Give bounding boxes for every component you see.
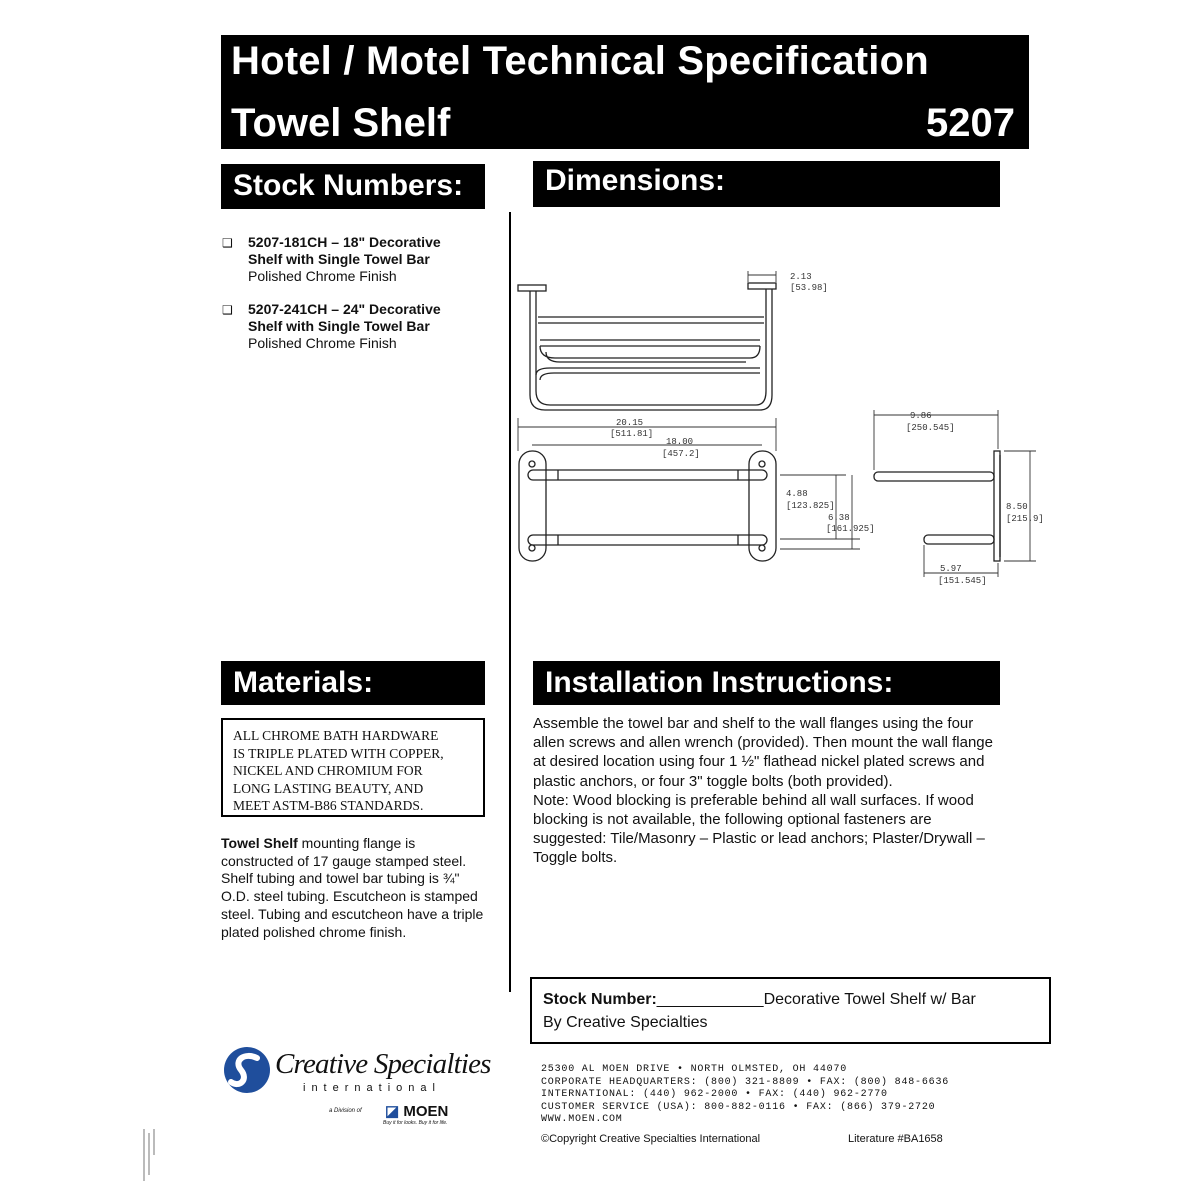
list-item: ❑ 5207-241CH – 24" Decorative Shelf with Single Towel Bar Polished Chrome Finish [222, 301, 441, 351]
brand-subtitle: international [303, 1082, 441, 1094]
brand-name: Creative Specialties [275, 1048, 491, 1080]
document-title: Hotel / Motel Technical Specification [231, 39, 929, 83]
shelf-side-view [874, 451, 1000, 561]
dim-overall-width-mm: [511.81] [610, 429, 654, 439]
stock-number-maker: By Creative Specialties [543, 1014, 708, 1031]
dim-lower-spacing-mm: [161.925] [826, 524, 875, 534]
dim-height-mm: [215.9] [1006, 514, 1044, 524]
checkbox-bullet-icon: ❑ [222, 236, 233, 250]
dim-bar-projection: 5.97 [940, 564, 962, 574]
dim-upper-spacing: 4.88 [786, 489, 808, 499]
dim-flange-depth-mm: [53.98] [790, 283, 828, 293]
dim-upper-spacing-mm: [123.825] [786, 501, 835, 511]
list-item: ❑ 5207-181CH – 18" Decorative Shelf with Single Towel Bar Polished Chrome Finish [222, 234, 441, 284]
dim-projection-mm: [250.545] [906, 423, 955, 433]
installation-instructions: Assemble the towel bar and shelf to the wall flanges using the four allen screws and allen wrench (provided). Then mount the wall flange at desired location using four 1 ½" flathead nickel plated screws and plastic anchors, or four 3" toggle bolts (both provided). Note: Wood blocking is preferable behind all wall surfaces. If wood blocking is not available, the following optional fasteners are suggested: Tile/Masonry – Plastic or lead anchors; Plaster/Drywall – Toggle bolts. [533, 715, 993, 867]
side-print-code [140, 1125, 158, 1185]
moen-tagline: Buy it for looks. Buy it for life. [383, 1120, 448, 1126]
stock-number-blank: ____________ [656, 991, 764, 1008]
dim-bar-projection-mm: [151.545] [938, 576, 987, 586]
dim-projection: 9.86 [910, 411, 932, 421]
materials-notice-box: ALL CHROME BATH HARDWARE IS TRIPLE PLATED WITH COPPER, NICKEL AND CHROMIUM FOR LONG LASTING BEAUTY, AND MEET ASTM-B86 STANDARDS. [221, 718, 485, 817]
footer [541, 1133, 981, 1145]
dim-flange-depth: 2.13 [790, 272, 812, 282]
dim-bar-width: 18.00 [666, 437, 694, 447]
moen-icon: ◪ [385, 1103, 400, 1120]
creative-specialties-logo [221, 1040, 491, 1130]
shelf-isometric-view [518, 283, 776, 410]
contact-address: 25300 AL MOEN DRIVE • NORTH OLMSTED, OH 44070 CORPORATE HEADQUARTERS: (800) 321-8809 • FAX: (800) 848-6636 INTERNATIONAL: (440) 962-2000 • FAX: (440) 962-2770 CUSTOMER SERVICE (USA): 800-882-0116 • FAX: (866) 379-2720 WWW.MOEN.COM [541, 1064, 950, 1125]
dim-overall-width: 20.15 [616, 418, 644, 428]
swirl-logo-icon [221, 1044, 281, 1104]
stock-numbers-heading: Stock Numbers: [221, 164, 485, 209]
moen-logo: ◪ MOEN [385, 1103, 449, 1120]
dim-lower-spacing: 6.38 [828, 513, 850, 523]
installation-heading: Installation Instructions: [533, 661, 1000, 705]
literature-number: Literature #BA1658 [848, 1133, 943, 1145]
division-label: a Division of [329, 1108, 362, 1114]
materials-description: Towel Shelf mounting flange is constructed of 17 gauge stamped steel. Shelf tubing and towel bar tubing is ¾" O.D. steel tubing. Escutcheon is stamped steel. Tubing and escutcheon have a triple plated polished chrome finish. [221, 835, 484, 940]
stock-number-label: Stock Number: [543, 991, 657, 1008]
model-number: 5207 [926, 101, 1015, 145]
stock-number-list [222, 234, 492, 368]
materials-heading: Materials: [221, 661, 485, 705]
shelf-front-view [519, 451, 776, 561]
dim-height: 8.50 [1006, 502, 1028, 512]
copyright: ©Copyright Creative Specialties International [541, 1133, 761, 1145]
dimensions-heading: Dimensions: [533, 161, 1000, 207]
dim-bar-width-mm: [457.2] [662, 449, 700, 459]
checkbox-bullet-icon: ❑ [222, 303, 233, 317]
dimensions-drawing [510, 255, 1070, 595]
title-header [221, 35, 1029, 149]
stock-number-desc: Decorative Towel Shelf w/ Bar [763, 991, 976, 1008]
product-name: Towel Shelf [231, 101, 451, 145]
stock-number-form [530, 977, 1051, 1044]
